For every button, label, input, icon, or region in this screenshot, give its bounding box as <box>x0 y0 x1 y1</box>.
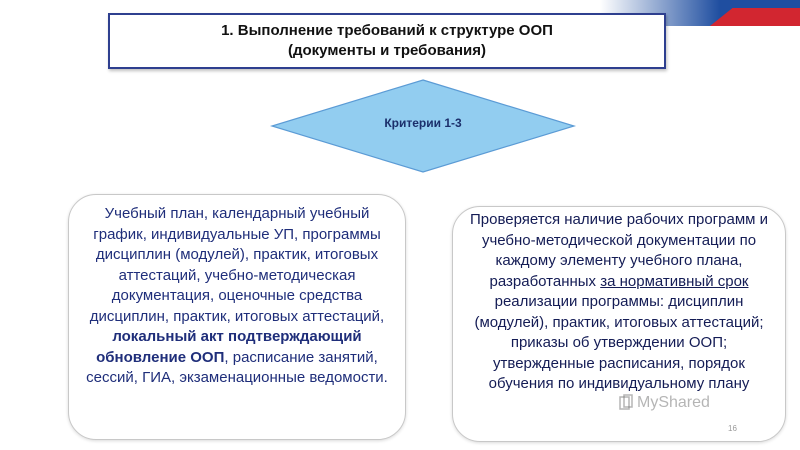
watermark <box>618 394 710 412</box>
documents-bold-text: локальный акт подтверждающий обновление ООП <box>96 328 362 366</box>
title-line-2: (документы и требования) <box>287 42 487 59</box>
myshared-logo-icon <box>618 394 634 412</box>
title-line-1: 1. Выполнение требований к структуре ООП <box>221 22 553 39</box>
title-box <box>108 13 666 69</box>
documents-card <box>68 194 406 440</box>
documents-text: Учебный план, календарный учебный график, индивидуальные УП, программы дисциплин (модулей), практик, итоговых аттестаций, учебно-методическая документация, оценочные средства дисциплин, практик, итоговых аттестаций, <box>89 205 385 325</box>
criteria-label: Критерии 1-3 <box>384 116 462 130</box>
documents-text-end: , расписание занятий, сессий, ГИА, экзаменационные ведомости. <box>86 348 388 386</box>
page-number: 16 <box>728 424 737 433</box>
requirements-underlined-text: за нормативный срок <box>600 272 749 290</box>
watermark-text: MyShared <box>637 394 710 411</box>
requirements-text-end: реализации программы: дисциплин (модулей), практик, итоговых аттестаций; приказы об утверждении ООП; утвержденные расписания, порядок обучения по индивидуальному плану <box>474 293 764 392</box>
requirements-text: Проверяется наличие рабочих программ и учебно-методической документации по каждому элементу учебного плана, разработанных <box>470 211 768 290</box>
